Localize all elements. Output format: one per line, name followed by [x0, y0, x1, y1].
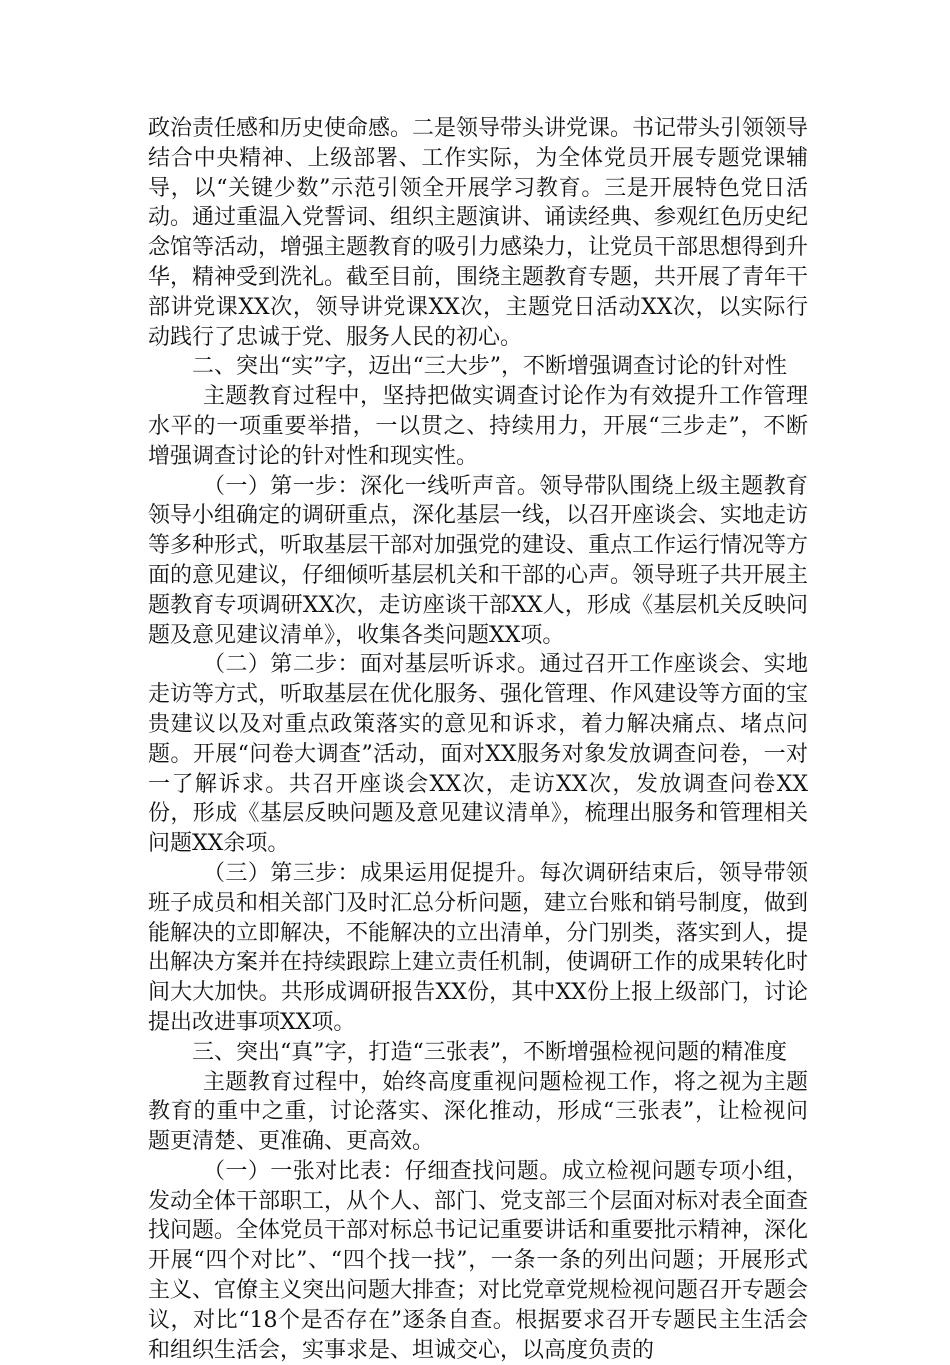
section-heading-2: 二、突出“实”字，迈出“三大步”，不断增强调查讨论的针对性	[192, 354, 787, 380]
paragraph-step-3: （三）第三步：成果运用促提升。每次调研结束后，领导带领班子成员和相关部门及时汇总分析问题，建立台账和销号制度，做到能解决的立即解决，不能解决的立出清单，分门别类，落实到人，提出解决方案并在持续跟踪上建立责任机制，使调研工作的成果转化时间大大加快。共形成调研报告XX份，其中XX份上报上级部门，讨论提出改进事项XX项。	[148, 860, 809, 1035]
paragraph-continuation: 政治责任感和历史使命感。二是领导带头讲党课。书记带头引领领导结合中央精神、上级部署、工作实际，为全体党员开展专题党课辅导，以“关键少数”示范引领全开展学习教育。三是开展特色党日活动。通过重温入党誓词、组织主题演讲、诵读经典、参观红色历史纪念馆等活动，增强主题教育的吸引力感染力，让党员干部思想得到升华，精神受到洗礼。截至目前，围绕主题教育专题，共开展了青年干部讲党课XX次，领导讲党课XX次，主题党日活动XX次，以实际行动践行了忠诚于党、服务人民的初心。	[148, 116, 809, 350]
document-body	[148, 114, 808, 1365]
paragraph-step-2: （二）第二步：面对基层听诉求。通过召开工作座谈会、实地走访等方式，听取基层在优化服务、强化管理、作风建设等方面的宝贵建议以及对重点政策落实的意见和诉求，着力解决痛点、堵点问题。开展“问卷大调查”活动，面对XX服务对象发放调查问卷，一对一了解诉求。共召开座谈会XX次，走访XX次，发放调查问卷XX份，形成《基层反映问题及意见建议清单》，梳理出服务和管理相关问题XX余项。	[148, 652, 809, 857]
paragraph-section-2-intro: 主题教育过程中，坚持把做实调查讨论作为有效提升工作管理水平的一项重要举措，一以贯之、持续用力，开展“三步走”，不断增强调查讨论的针对性和现实性。	[148, 384, 808, 469]
paragraph-section-3-intro: 主题教育过程中，始终高度重视问题检视工作，将之视为主题教育的重中之重，讨论落实、深化推动，形成“三张表”，让检视问题更清楚、更准确、更高效。	[148, 1069, 808, 1155]
paragraph-step-1: （一）第一步：深化一线听声音。领导带队围绕上级主题教育领导小组确定的调研重点，深化基层一线，以召开座谈会、实地走访等多种形式，听取基层干部对加强党的建设、重点工作运行情况等方面的意见建议，仔细倾听基层机关和干部的心声。领导班子共开展主题教育专项调研XX次，走访座谈干部XX人，形成《基层机关反映问题及意见建议清单》，收集各类问题XX项。	[148, 473, 809, 648]
paragraph-comparison-table: （一）一张对比表：仔细查找问题。成立检视问题专项小组，发动全体干部职工，从个人、部门、党支部三个层面对标对表全面查找问题。全体党员干部对标总书记记重要讲话和重要批示精神，深化开展“四个对比”、“四个找一找”，一条一条的列出问题；开展形式主义、官僚主义突出问题大排查；对比党章党规检视问题召开专题会议，对比“18个是否存在”逐条自查。根据要求召开专题民主生活会和组织生活会，实事求是、坦诚交心，以高度负责的	[148, 1158, 809, 1363]
section-heading-3: 三、突出“真”字，打造“三张表”，不断增强检视问题的精准度	[192, 1039, 787, 1065]
